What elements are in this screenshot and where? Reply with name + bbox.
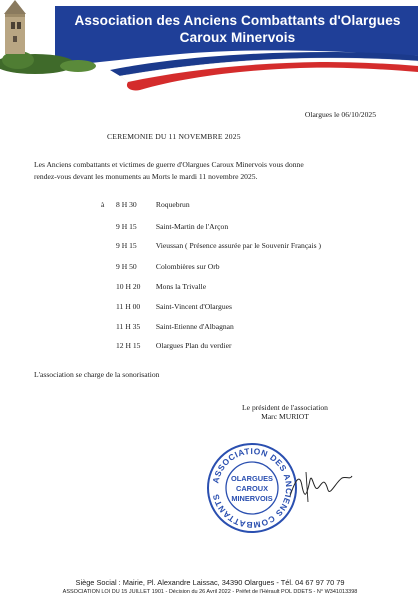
schedule-place: Vieussan ( Présence assurée par le Souvenir Français ) — [155, 241, 322, 250]
footer-address: Siège Social : Mairie, Pl. Alexandre Laissac, 34390 Olargues - Tél. 04 67 97 70 79 — [75, 578, 345, 587]
letter-date: Olargues le 06/10/2025 — [304, 110, 376, 119]
schedule-item — [116, 341, 231, 350]
intro-line-2: rendez-vous devant les monuments au Morts le mardi 11 novembre 2025. — [34, 172, 258, 181]
seal-ring-text: ASSOCIATION DES ANCIENS COMBATTANTS — [210, 445, 295, 531]
association-title — [60, 12, 415, 46]
schedule-time: 9 H 15 — [116, 222, 137, 231]
church-tower-icon — [0, 0, 30, 54]
schedule-item — [116, 262, 220, 271]
schedule-time: 8 H 30 — [116, 200, 137, 209]
schedule-item — [116, 302, 232, 311]
schedule-item — [116, 200, 190, 209]
schedule-time: 11 H 00 — [116, 302, 141, 311]
sonorisation-note: L'association se charge de la sonorisation — [34, 370, 160, 379]
seal-center-line-1: OLARGUES — [231, 474, 273, 483]
letter-subject: CEREMONIE DU 11 NOVEMBRE 2025 — [107, 132, 241, 141]
letterhead — [0, 0, 420, 100]
schedule-place: Roquebrun — [155, 200, 190, 209]
schedule-item — [116, 241, 321, 250]
president-name: Marc MURIOT — [261, 412, 309, 421]
association-seal-stamp — [206, 442, 298, 534]
footer — [0, 578, 420, 596]
schedule-prefix: à — [101, 200, 105, 209]
schedule-item — [116, 282, 206, 291]
schedule-place: Saint-Martin de l'Arçon — [155, 222, 229, 231]
title-line-2: Caroux Minervois — [179, 30, 296, 45]
schedule-place: Mons la Trivalle — [155, 282, 207, 291]
signature-block — [230, 403, 340, 421]
schedule-place: Saint-Vincent d'Olargues — [155, 302, 232, 311]
president-title: Le président de l'association — [242, 403, 328, 412]
intro-paragraph — [34, 159, 394, 183]
title-line-1: Association des Anciens Combattants d'Olargues — [74, 13, 401, 28]
schedule-time: 9 H 15 — [116, 241, 137, 250]
seal-center-line-2: CAROUX — [235, 484, 269, 493]
intro-line-1: Les Anciens combattants et victimes de guerre d'Olargues Caroux Minervois vous donne — [34, 160, 304, 169]
schedule-place: Olargues Plan du verdier — [155, 341, 232, 350]
schedule-item — [116, 322, 234, 331]
footer-legal: ASSOCIATION LOI DU 15 JUILLET 1901 - Décision du 26 Avril 2022 - Préfet de l'Hérault POL DDETS - N° W341013398 — [62, 589, 358, 595]
schedule-time: 10 H 20 — [116, 282, 141, 291]
handwritten-signature — [286, 466, 356, 506]
schedule-time: 9 H 50 — [116, 262, 137, 271]
seal-center-line-3: MINERVOIS — [231, 494, 273, 503]
schedule-time: 12 H 15 — [116, 341, 141, 350]
schedule-place: Colombières sur Orb — [155, 262, 220, 271]
schedule-item — [116, 222, 228, 231]
schedule-place: Saint-Etienne d'Albagnan — [155, 322, 234, 331]
schedule-time: 11 H 35 — [116, 322, 141, 331]
